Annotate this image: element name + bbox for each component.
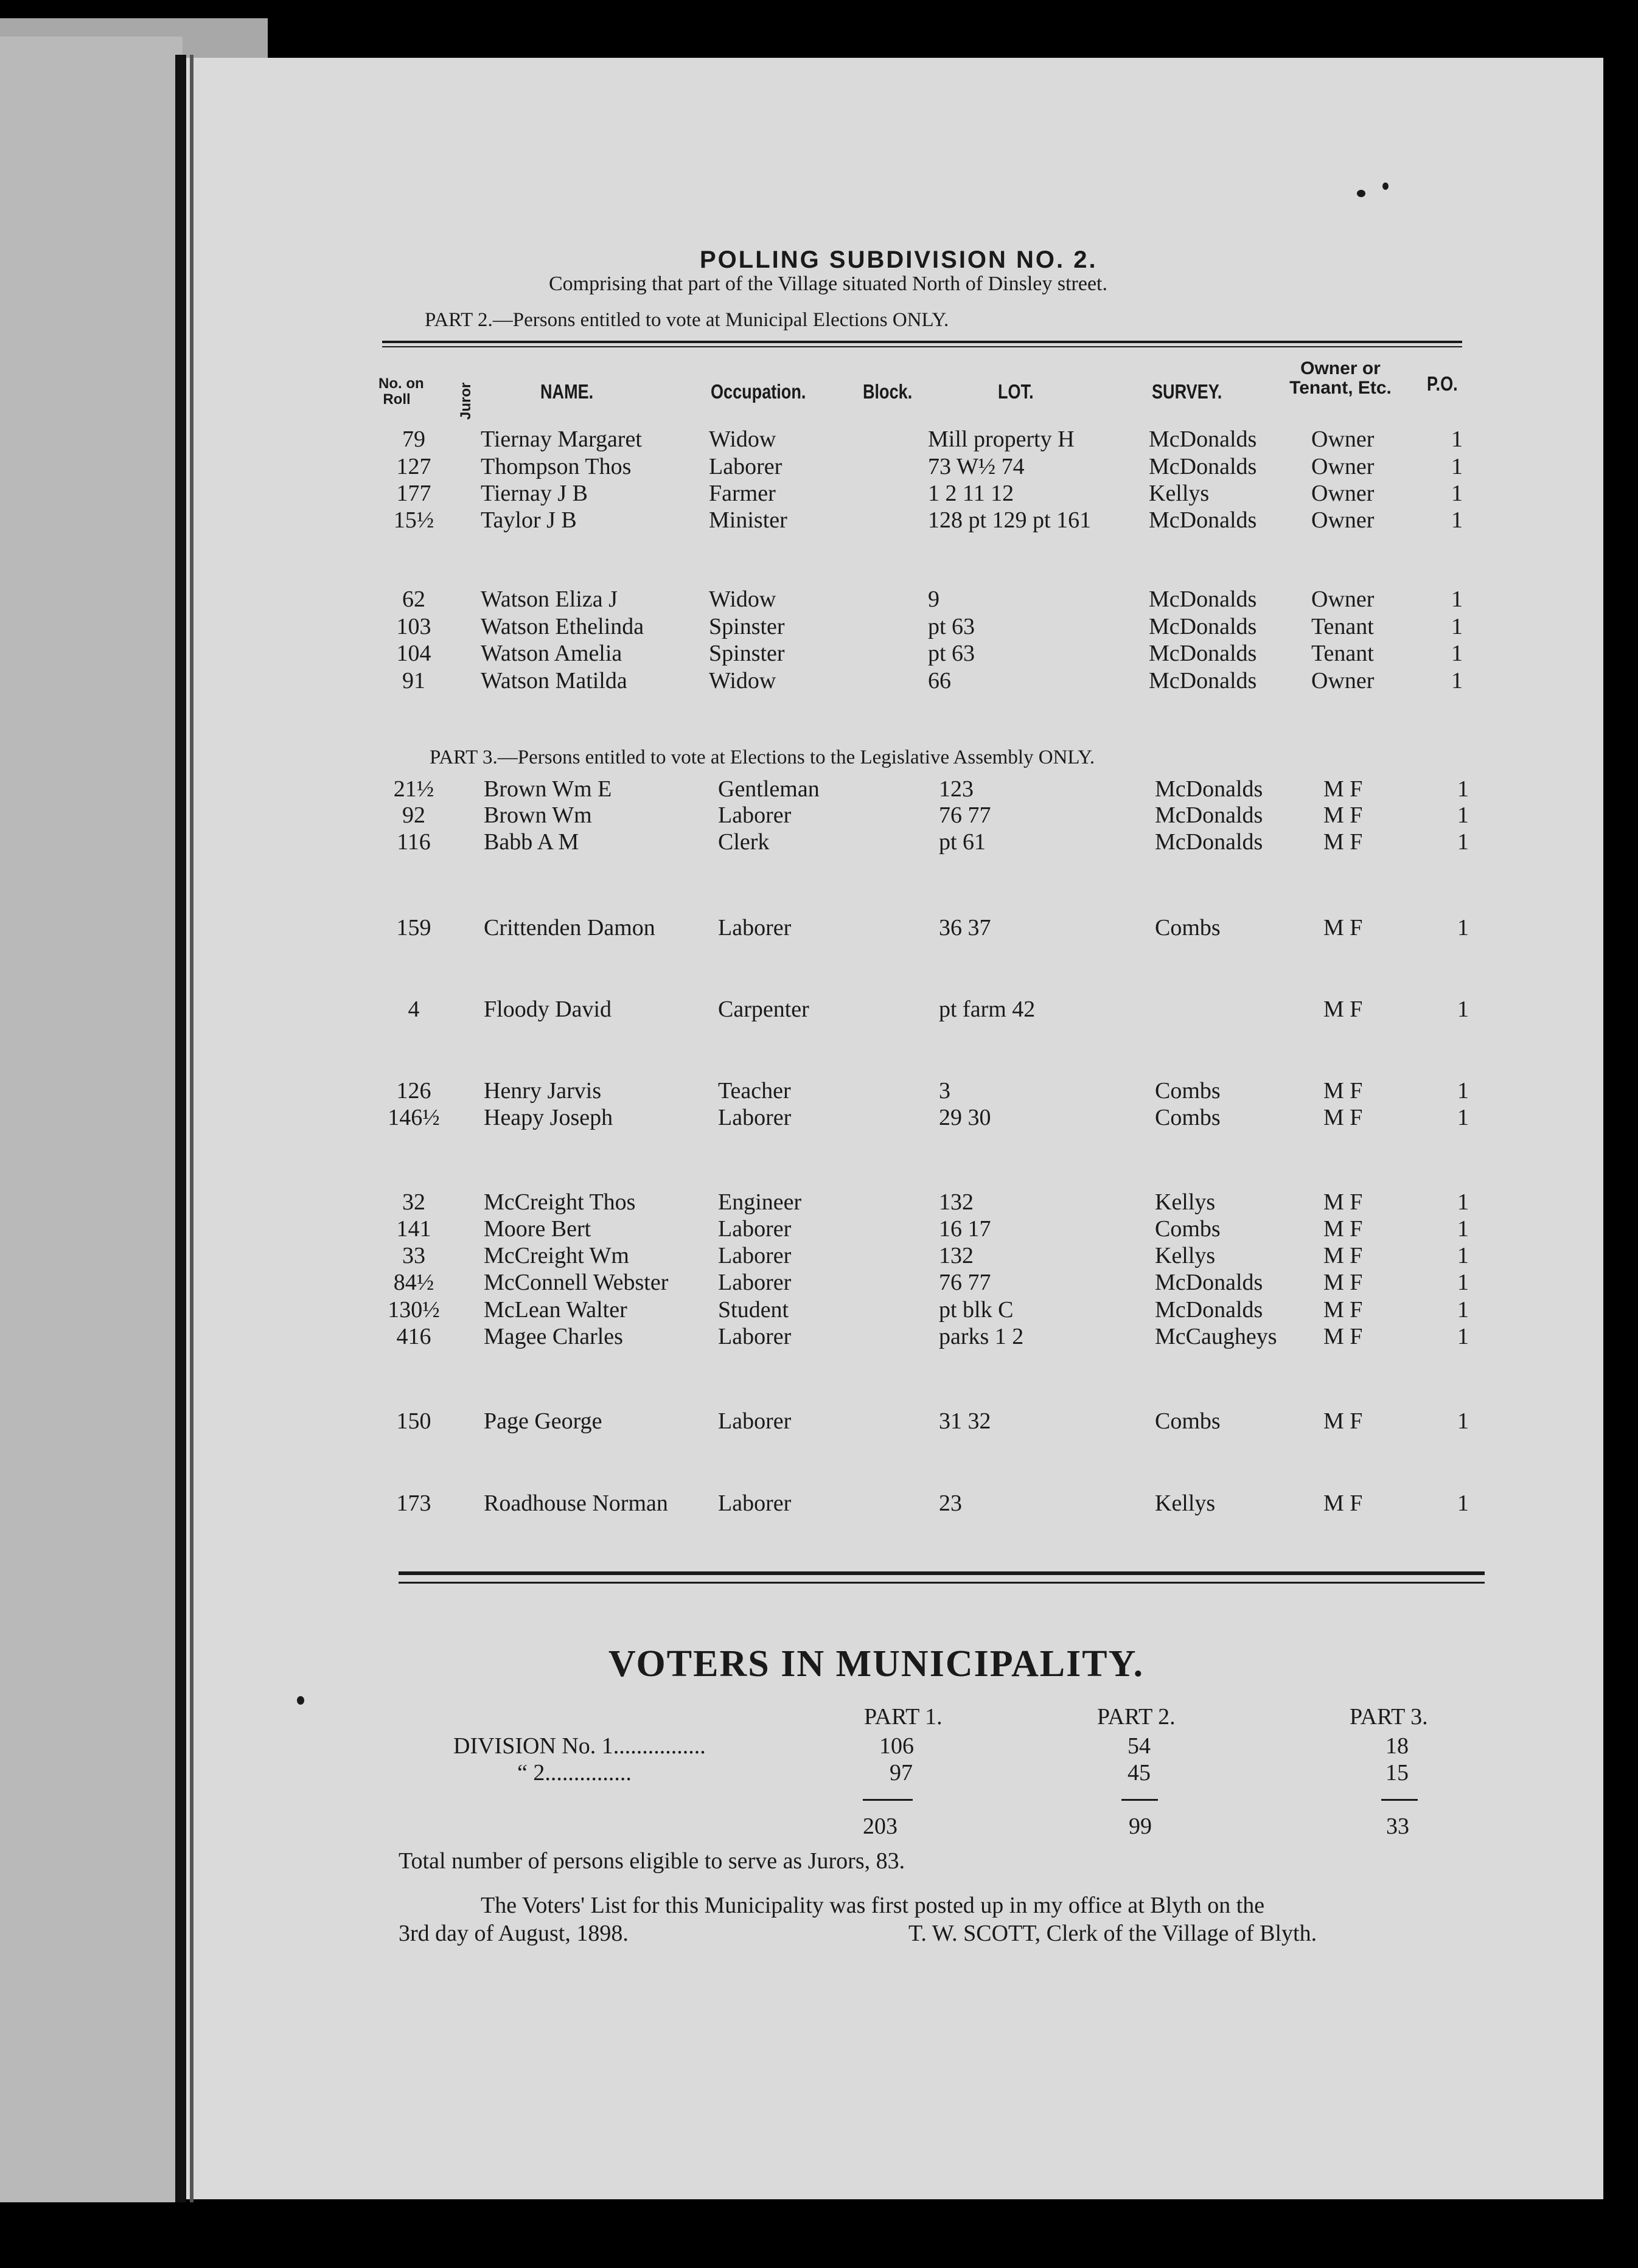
cell-po: 1	[1457, 776, 1469, 802]
cell-occupation: Clerk	[718, 829, 770, 855]
cell-po: 1	[1457, 1078, 1469, 1104]
cell-survey: Kellys	[1149, 481, 1210, 506]
cell-survey: McDonalds	[1155, 829, 1263, 855]
cell-occupation: Laborer	[718, 1216, 792, 1242]
cell-po: 1	[1451, 481, 1463, 506]
cell-po: 1	[1457, 1243, 1469, 1268]
cell-po: 1	[1451, 614, 1463, 639]
cell-survey: McDonalds	[1149, 641, 1257, 666]
cell-status: M F	[1323, 1105, 1363, 1130]
cell-name: Henry Jarvis	[484, 1078, 602, 1104]
cell-occupation: Carpenter	[718, 997, 809, 1022]
cell-name: Taylor J B	[481, 507, 577, 533]
page-gutter	[175, 55, 186, 2202]
division1-part1: 106	[879, 1733, 914, 1759]
cell-occupation: Widow	[709, 586, 776, 612]
cell-po: 1	[1451, 586, 1463, 612]
col-occupation-header: Occupation.	[711, 380, 806, 403]
posted-statement-line1: The Voters' List for this Municipality was first posted up in my office at Blyth on the	[481, 1893, 1265, 1918]
cell-survey: Combs	[1155, 1078, 1221, 1104]
cell-status: M F	[1323, 1216, 1363, 1242]
cell-name: Tiernay Margaret	[481, 426, 642, 452]
cell-lot: 76 77	[939, 802, 991, 828]
cell-status: M F	[1323, 1408, 1363, 1434]
col-name-header: NAME.	[540, 380, 594, 403]
cell-name: Watson Amelia	[481, 641, 622, 666]
division2-part1: 97	[890, 1760, 913, 1786]
cell-roll: 173	[396, 1491, 431, 1516]
cell-occupation: Laborer	[718, 1324, 792, 1349]
cell-survey: Combs	[1155, 1105, 1221, 1130]
cell-occupation: Student	[718, 1297, 789, 1323]
total-part2: 99	[1129, 1814, 1152, 1839]
cell-status: Tenant	[1311, 614, 1374, 639]
cell-occupation: Laborer	[709, 454, 782, 479]
cell-survey: McDonalds	[1155, 1270, 1263, 1295]
cell-roll: 62	[402, 586, 425, 612]
cell-name: Watson Ethelinda	[481, 614, 644, 639]
cell-occupation: Laborer	[718, 802, 792, 828]
cell-survey: Kellys	[1155, 1243, 1216, 1268]
cell-roll: 33	[402, 1243, 425, 1268]
cell-roll: 4	[408, 997, 420, 1022]
col-block-header: Block.	[863, 380, 913, 403]
header-rule-bottom	[382, 346, 1462, 347]
cell-occupation: Laborer	[718, 1243, 792, 1268]
cell-lot: pt farm 42	[939, 997, 1036, 1022]
cell-po: 1	[1451, 668, 1463, 694]
cell-occupation: Minister	[709, 507, 787, 533]
cell-roll: 104	[396, 641, 431, 666]
cell-status: M F	[1323, 915, 1363, 941]
col-survey-header: SURVEY.	[1152, 380, 1222, 403]
cell-name: Magee Charles	[484, 1324, 623, 1349]
cell-name: Tiernay J B	[481, 481, 588, 506]
cell-status: M F	[1323, 1270, 1363, 1295]
cell-survey: McDonalds	[1149, 507, 1257, 533]
cell-survey: Kellys	[1155, 1491, 1216, 1516]
clerk-signature-line: T. W. SCOTT, Clerk of the Village of Blyth.	[908, 1921, 1317, 1946]
total-rule-part2	[1121, 1799, 1158, 1801]
cell-lot: 132	[939, 1189, 974, 1215]
cell-roll: 84½	[393, 1270, 434, 1295]
cell-lot: 1 2 11 12	[928, 481, 1014, 506]
cell-occupation: Laborer	[718, 1105, 792, 1130]
ink-speck	[1382, 183, 1389, 190]
cell-po: 1	[1457, 1105, 1469, 1130]
col-lot-header: LOT.	[998, 380, 1034, 403]
cell-po: 1	[1457, 1324, 1469, 1349]
page-title: POLLING SUBDIVISION NO. 2.	[700, 246, 1098, 273]
cell-status: M F	[1323, 1297, 1363, 1323]
cell-lot: 73 W½ 74	[928, 454, 1025, 479]
cell-roll: 79	[402, 426, 425, 452]
section-rule-top	[399, 1571, 1485, 1575]
header-rule-top	[382, 341, 1462, 343]
cell-po: 1	[1451, 426, 1463, 452]
cell-name: McCreight Thos	[484, 1189, 636, 1215]
cell-roll: 32	[402, 1189, 425, 1215]
cell-occupation: Laborer	[718, 1270, 792, 1295]
total-part1: 203	[863, 1814, 897, 1839]
cell-roll: 126	[396, 1078, 431, 1104]
cell-roll: 150	[396, 1408, 431, 1434]
cell-name: Brown Wm	[484, 802, 592, 828]
cell-roll: 116	[397, 829, 431, 855]
cell-occupation: Teacher	[718, 1078, 791, 1104]
cell-status: Owner	[1311, 586, 1375, 612]
cell-name: Watson Matilda	[481, 668, 627, 694]
division2-part3: 15	[1385, 1760, 1409, 1786]
cell-name: Roadhouse Norman	[484, 1491, 668, 1516]
cell-lot: 23	[939, 1491, 962, 1516]
cell-po: 1	[1457, 1491, 1469, 1516]
division2-label: “ 2...............	[517, 1760, 632, 1786]
cell-lot: 31 32	[939, 1408, 991, 1434]
cell-lot: 9	[928, 586, 939, 612]
cell-occupation: Gentleman	[718, 776, 820, 802]
posted-statement-date: 3rd day of August, 1898.	[399, 1921, 629, 1946]
summary-part1-header: PART 1.	[864, 1704, 943, 1730]
cell-roll: 416	[396, 1324, 431, 1349]
cell-po: 1	[1451, 641, 1463, 666]
cell-lot: 3	[939, 1078, 950, 1104]
cell-status: Tenant	[1311, 641, 1374, 666]
cell-survey: McCaugheys	[1155, 1324, 1277, 1349]
cell-status: Owner	[1311, 426, 1375, 452]
cell-survey: McDonalds	[1155, 1297, 1263, 1323]
cell-po: 1	[1457, 1270, 1469, 1295]
total-rule-part3	[1381, 1799, 1418, 1801]
cell-po: 1	[1457, 829, 1469, 855]
cell-occupation: Engineer	[718, 1189, 802, 1215]
cell-roll: 146½	[388, 1105, 440, 1130]
cell-survey: McDonalds	[1155, 802, 1263, 828]
cell-roll: 127	[396, 454, 431, 479]
cell-lot: parks 1 2	[939, 1324, 1024, 1349]
cell-lot: pt 63	[928, 614, 975, 639]
division1-label: DIVISION No. 1................	[453, 1733, 706, 1759]
cell-status: M F	[1323, 802, 1363, 828]
cell-name: Floody David	[484, 997, 612, 1022]
cell-name: McLean Walter	[484, 1297, 627, 1323]
cell-po: 1	[1457, 1408, 1469, 1434]
cell-lot: pt blk C	[939, 1297, 1014, 1323]
cell-status: M F	[1323, 829, 1363, 855]
cell-lot: 123	[939, 776, 974, 802]
cell-occupation: Widow	[709, 426, 776, 452]
cell-lot: 36 37	[939, 915, 991, 941]
cell-name: Heapy Joseph	[484, 1105, 613, 1130]
cell-survey: McDonalds	[1155, 776, 1263, 802]
cell-name: Babb A M	[484, 829, 579, 855]
division1-part2: 54	[1127, 1733, 1151, 1759]
cell-po: 1	[1451, 507, 1463, 533]
cell-status: M F	[1323, 1189, 1363, 1215]
cell-roll: 103	[396, 614, 431, 639]
cell-survey: Kellys	[1155, 1189, 1216, 1215]
cell-lot: 66	[928, 668, 951, 694]
cell-lot: pt 61	[939, 829, 986, 855]
col-owner-header: Owner or Tenant, Etc.	[1289, 358, 1392, 398]
cell-status: M F	[1323, 1491, 1363, 1516]
cell-roll: 21½	[393, 776, 434, 802]
cell-status: Owner	[1311, 454, 1375, 479]
jurors-total-line: Total number of persons eligible to serve as Jurors, 83.	[399, 1848, 905, 1874]
cell-occupation: Laborer	[718, 1408, 792, 1434]
part3-caption: PART 3.—Persons entitled to vote at Elections to the Legislative Assembly ONLY.	[430, 746, 1095, 768]
cell-status: M F	[1323, 1324, 1363, 1349]
cell-survey: McDonalds	[1149, 426, 1257, 452]
cell-status: Owner	[1311, 668, 1375, 694]
ink-speck	[1357, 190, 1365, 197]
division1-part3: 18	[1385, 1733, 1409, 1759]
cell-occupation: Widow	[709, 668, 776, 694]
part2-caption: PART 2.—Persons entitled to vote at Municipal Elections ONLY.	[425, 309, 949, 331]
cell-lot: 128 pt 129 pt 161	[928, 507, 1092, 533]
cell-roll: 92	[402, 802, 425, 828]
section-rule-bottom	[399, 1582, 1485, 1584]
cell-roll: 141	[396, 1216, 431, 1242]
cell-name: Brown Wm E	[484, 776, 612, 802]
cell-po: 1	[1457, 1297, 1469, 1323]
cell-status: M F	[1323, 1078, 1363, 1104]
cell-lot: Mill property H	[928, 426, 1075, 452]
total-rule-part1	[863, 1799, 913, 1801]
cell-survey: Combs	[1155, 1408, 1221, 1434]
cell-survey: Combs	[1155, 915, 1221, 941]
cell-po: 1	[1457, 1216, 1469, 1242]
summary-part3-header: PART 3.	[1350, 1704, 1428, 1730]
cell-roll: 159	[396, 915, 431, 941]
col-roll-header: No. on Roll	[378, 375, 424, 408]
summary-part2-header: PART 2.	[1097, 1704, 1176, 1730]
cell-occupation: Spinster	[709, 614, 785, 639]
cell-roll: 177	[396, 481, 431, 506]
cell-roll: 15½	[393, 507, 434, 533]
cell-roll: 130½	[388, 1297, 440, 1323]
cell-name: Page George	[484, 1408, 602, 1434]
cell-lot: 132	[939, 1243, 974, 1268]
cell-name: McConnell Webster	[484, 1270, 669, 1295]
cell-po: 1	[1457, 802, 1469, 828]
ink-speck	[297, 1696, 304, 1705]
cell-po: 1	[1457, 1189, 1469, 1215]
cell-po: 1	[1457, 915, 1469, 941]
cell-name: Crittenden Damon	[484, 915, 655, 941]
cell-status: Owner	[1311, 507, 1375, 533]
division2-part2: 45	[1127, 1760, 1151, 1786]
cell-occupation: Laborer	[718, 1491, 792, 1516]
cell-lot: pt 63	[928, 641, 975, 666]
cell-name: McCreight Wm	[484, 1243, 629, 1268]
cell-status: M F	[1323, 1243, 1363, 1268]
cell-survey: Combs	[1155, 1216, 1221, 1242]
cell-survey: McDonalds	[1149, 586, 1257, 612]
page-gutter-shadow	[190, 55, 193, 2202]
cell-roll: 91	[402, 668, 425, 694]
cell-status: M F	[1323, 776, 1363, 802]
cell-survey: McDonalds	[1149, 454, 1257, 479]
cell-occupation: Farmer	[709, 481, 776, 506]
voters-title: VOTERS IN MUNICIPALITY.	[608, 1643, 1145, 1685]
cell-status: Owner	[1311, 481, 1375, 506]
cell-occupation: Laborer	[718, 915, 792, 941]
cell-survey: McDonalds	[1149, 614, 1257, 639]
cell-lot: 16 17	[939, 1216, 991, 1242]
cell-po: 1	[1451, 454, 1463, 479]
cell-status: M F	[1323, 997, 1363, 1022]
cell-name: Thompson Thos	[481, 454, 632, 479]
page-subtitle: Comprising that part of the Village situated North of Dinsley street.	[549, 273, 1107, 295]
total-part3: 33	[1386, 1814, 1409, 1839]
cell-survey: McDonalds	[1149, 668, 1257, 694]
col-po-header: P.O.	[1427, 372, 1458, 395]
binding-strip	[0, 37, 183, 2202]
cell-occupation: Spinster	[709, 641, 785, 666]
cell-name: Watson Eliza J	[481, 586, 618, 612]
col-juror-header: Juror	[458, 382, 474, 420]
cell-po: 1	[1457, 997, 1469, 1022]
cell-lot: 76 77	[939, 1270, 991, 1295]
cell-name: Moore Bert	[484, 1216, 591, 1242]
cell-lot: 29 30	[939, 1105, 991, 1130]
